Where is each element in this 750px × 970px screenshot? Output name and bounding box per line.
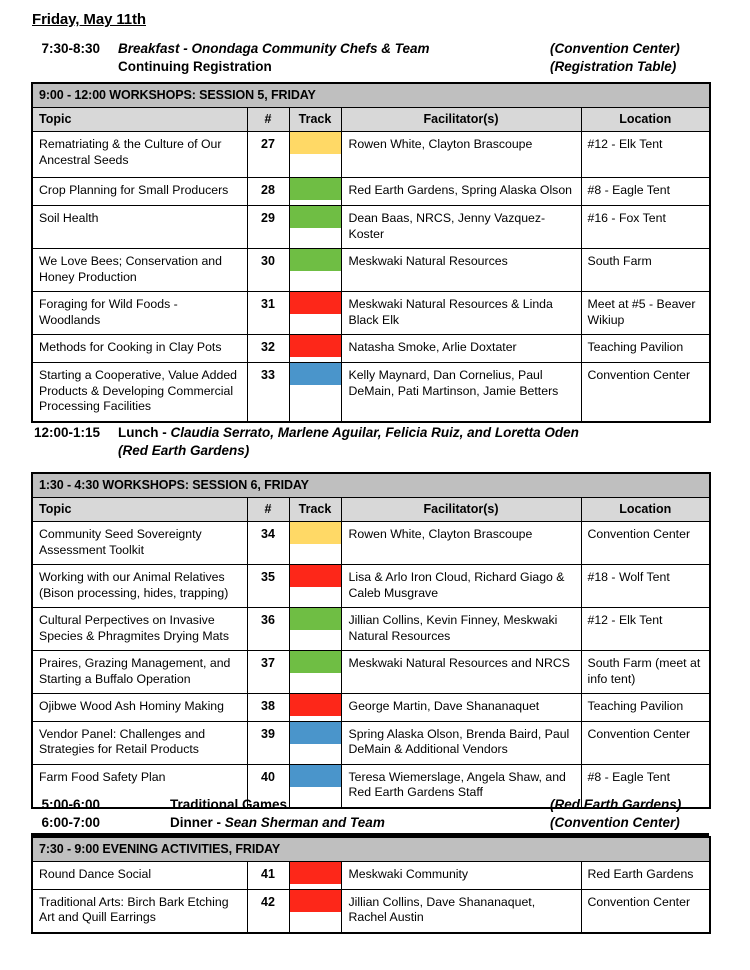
cell-number: 32: [247, 335, 289, 363]
cell-facilitators: Meskwaki Natural Resources and NRCS: [341, 651, 581, 694]
column-header-number: #: [247, 108, 289, 132]
evening-events-block: [0, 796, 750, 832]
cell-topic: Methods for Cooking in Clay Pots: [32, 335, 247, 363]
column-header-track: Track: [289, 108, 341, 132]
cell-number: 31: [247, 292, 289, 335]
table-row: [32, 889, 710, 933]
event-location: (Registration Table): [550, 59, 677, 74]
page-title: Friday, May 11th: [32, 11, 146, 28]
event-row: [0, 58, 750, 76]
cell-facilitators: Red Earth Gardens, Spring Alaska Olson: [341, 178, 581, 206]
cell-topic: Round Dance Social: [32, 862, 247, 890]
cell-number: 33: [247, 363, 289, 422]
table-row: [32, 335, 710, 363]
section-band-row: [32, 83, 710, 108]
track-color-swatch: [290, 722, 341, 744]
table-row: [32, 651, 710, 694]
cell-number: 36: [247, 608, 289, 651]
cell-location: #18 - Wolf Tent: [581, 565, 710, 608]
cell-number: 38: [247, 694, 289, 722]
track-color-swatch: [290, 178, 341, 200]
track-color-swatch: [290, 565, 341, 587]
cell-topic: Starting a Cooperative, Value Added Products & Developing Commercial Processing Facilities: [32, 363, 247, 422]
track-color-swatch: [290, 292, 341, 314]
table-row: [32, 608, 710, 651]
column-header-topic: Topic: [32, 108, 247, 132]
cell-location: #8 - Eagle Tent: [581, 178, 710, 206]
cell-topic: Rematriating & the Culture of Our Ancestral Seeds: [32, 132, 247, 178]
column-header-facilitators: Facilitator(s): [341, 108, 581, 132]
track-color-swatch: [290, 694, 341, 716]
cell-number: 41: [247, 862, 289, 890]
cell-location: Convention Center: [581, 721, 710, 764]
cell-facilitators: Meskwaki Community: [341, 862, 581, 890]
cell-facilitators: Rowen White, Clayton Brascoupe: [341, 522, 581, 565]
cell-location: Meet at #5 - Beaver Wikiup: [581, 292, 710, 335]
table-row: [32, 721, 710, 764]
cell-track-blue: [289, 363, 341, 422]
track-color-swatch: [290, 765, 341, 787]
cell-facilitators: Meskwaki Natural Resources & Linda Black Elk: [341, 292, 581, 335]
cell-location: Convention Center: [581, 363, 710, 422]
column-header-number: #: [247, 498, 289, 522]
cell-number: 30: [247, 249, 289, 292]
table-row: [32, 694, 710, 722]
cell-facilitators: Rowen White, Clayton Brascoupe: [341, 132, 581, 178]
event-title-plain: Dinner -: [170, 815, 225, 830]
cell-number: 28: [247, 178, 289, 206]
track-color-swatch: [290, 206, 341, 228]
cell-topic: Praires, Grazing Management, and Starting a Buffalo Operation: [32, 651, 247, 694]
cell-location: South Farm: [581, 249, 710, 292]
cell-location: Convention Center: [581, 889, 710, 933]
section-band-label: 7:30 - 9:00 EVENING ACTIVITIES, FRIDAY: [32, 837, 710, 862]
table-row: [32, 249, 710, 292]
table-row: [32, 132, 710, 178]
section-band-row: [32, 473, 710, 498]
cell-number: 40: [247, 764, 289, 808]
event-time: 5:00-6:00: [41, 797, 100, 812]
table-row: [32, 565, 710, 608]
cell-location: Teaching Pavilion: [581, 694, 710, 722]
cell-facilitators: Dean Baas, NRCS, Jenny Vazquez-Koster: [341, 206, 581, 249]
cell-topic: Vendor Panel: Challenges and Strategies for Retail Products: [32, 721, 247, 764]
event-row: [0, 796, 750, 814]
cell-topic: Ojibwe Wood Ash Hominy Making: [32, 694, 247, 722]
morning-events-block: [0, 40, 750, 76]
lunch-time: 12:00-1:15: [33, 425, 100, 440]
event-time: 7:30-8:30: [41, 41, 100, 56]
cell-facilitators: Lisa & Arlo Iron Cloud, Richard Giago & Caleb Musgrave: [341, 565, 581, 608]
lunch-row: [0, 424, 750, 442]
cell-topic: Crop Planning for Small Producers: [32, 178, 247, 206]
column-header-topic: Topic: [32, 498, 247, 522]
cell-track-red: [289, 889, 341, 933]
session6-table: [31, 472, 711, 809]
column-header-track: Track: [289, 498, 341, 522]
cell-number: 39: [247, 721, 289, 764]
cell-facilitators: Meskwaki Natural Resources: [341, 249, 581, 292]
table-header-row: [32, 108, 710, 132]
cell-track-red: [289, 862, 341, 890]
cell-track-blue: [289, 721, 341, 764]
cell-track-green: [289, 608, 341, 651]
lunch-location-row: [0, 442, 750, 460]
section-band-label: 1:30 - 4:30 WORKSHOPS: SESSION 6, FRIDAY: [32, 473, 710, 498]
cell-topic: We Love Bees; Conservation and Honey Production: [32, 249, 247, 292]
lunch-location: (Red Earth Gardens): [118, 443, 250, 458]
cell-number: 29: [247, 206, 289, 249]
cell-topic: Working with our Animal Relatives (Bison processing, hides, trapping): [32, 565, 247, 608]
lunch-presenters: Claudia Serrato, Marlene Aguilar, Felicia Ruiz, and Loretta Oden: [170, 425, 579, 440]
cell-location: Convention Center: [581, 522, 710, 565]
track-color-swatch: [290, 608, 341, 630]
cell-track-red: [289, 565, 341, 608]
table-row: [32, 363, 710, 422]
cell-track-red: [289, 292, 341, 335]
cell-facilitators: Jillian Collins, Dave Shananaquet, Rachel Austin: [341, 889, 581, 933]
session5-table: [31, 82, 711, 423]
cell-location: #12 - Elk Tent: [581, 132, 710, 178]
cell-track-green: [289, 249, 341, 292]
cell-topic: Foraging for Wild Foods - Woodlands: [32, 292, 247, 335]
cell-track-green: [289, 651, 341, 694]
cell-location: South Farm (meet at info tent): [581, 651, 710, 694]
track-color-swatch: [290, 862, 341, 884]
event-time: 6:00-7:00: [41, 815, 100, 830]
section-band-row: [32, 837, 710, 862]
table-row: [32, 206, 710, 249]
cell-location: #12 - Elk Tent: [581, 608, 710, 651]
table-header-row: [32, 498, 710, 522]
cell-topic: Cultural Perpectives on Invasive Species & Phragmites Drying Mats: [32, 608, 247, 651]
column-header-location: Location: [581, 498, 710, 522]
track-color-swatch: [290, 651, 341, 673]
column-header-location: Location: [581, 108, 710, 132]
section-band-label: 9:00 - 12:00 WORKSHOPS: SESSION 5, FRIDAY: [32, 83, 710, 108]
cell-facilitators: Natasha Smoke, Arlie Doxtater: [341, 335, 581, 363]
event-row: [0, 40, 750, 58]
track-color-swatch: [290, 363, 341, 385]
cell-track-green: [289, 206, 341, 249]
cell-topic: Traditional Arts: Birch Bark Etching Art and Quill Earrings: [32, 889, 247, 933]
event-location: (Red Earth Gardens): [550, 797, 682, 812]
evening-activities-table: [31, 836, 711, 934]
cell-track-red: [289, 335, 341, 363]
table-row: [32, 862, 710, 890]
cell-location: Teaching Pavilion: [581, 335, 710, 363]
cell-location: #8 - Eagle Tent: [581, 764, 710, 808]
cell-facilitators: Spring Alaska Olson, Brenda Baird, Paul DeMain & Additional Vendors: [341, 721, 581, 764]
track-color-swatch: [290, 522, 341, 544]
event-title-italic: Breakfast - Onondaga Community Chefs & Team: [118, 41, 430, 56]
table-row: [32, 178, 710, 206]
column-header-facilitators: Facilitator(s): [341, 498, 581, 522]
event-title-italic: Sean Sherman and Team: [224, 815, 385, 830]
track-color-swatch: [290, 335, 341, 357]
track-color-swatch: [290, 890, 341, 912]
track-color-swatch: [290, 249, 341, 271]
cell-number: 42: [247, 889, 289, 933]
cell-facilitators: George Martin, Dave Shananaquet: [341, 694, 581, 722]
event-title-plain: Traditional Games: [170, 797, 288, 812]
cell-number: 37: [247, 651, 289, 694]
cell-track-red: [289, 694, 341, 722]
cell-number: 34: [247, 522, 289, 565]
lunch-block: [0, 424, 750, 460]
event-location: (Convention Center): [550, 41, 680, 56]
cell-track-yellow: [289, 132, 341, 178]
cell-track-green: [289, 178, 341, 206]
lunch-label: Lunch -: [118, 425, 171, 440]
cell-facilitators: Teresa Wiemerslage, Angela Shaw, and Red Earth Gardens Staff: [341, 764, 581, 808]
cell-topic: Soil Health: [32, 206, 247, 249]
cell-facilitators: Kelly Maynard, Dan Cornelius, Paul DeMain, Pati Martinson, Jamie Betters: [341, 363, 581, 422]
cell-number: 27: [247, 132, 289, 178]
cell-location: #16 - Fox Tent: [581, 206, 710, 249]
cell-facilitators: Jillian Collins, Kevin Finney, Meskwaki Natural Resources: [341, 608, 581, 651]
table-row: [32, 292, 710, 335]
cell-number: 35: [247, 565, 289, 608]
event-title-plain: Continuing Registration: [118, 59, 272, 74]
cell-topic: Farm Food Safety Plan: [32, 764, 247, 808]
cell-location: Red Earth Gardens: [581, 862, 710, 890]
track-color-swatch: [290, 132, 341, 154]
table-row: [32, 522, 710, 565]
event-location: (Convention Center): [550, 815, 680, 830]
cell-track-yellow: [289, 522, 341, 565]
cell-topic: Community Seed Sovereignty Assessment Toolkit: [32, 522, 247, 565]
event-row: [0, 814, 750, 832]
